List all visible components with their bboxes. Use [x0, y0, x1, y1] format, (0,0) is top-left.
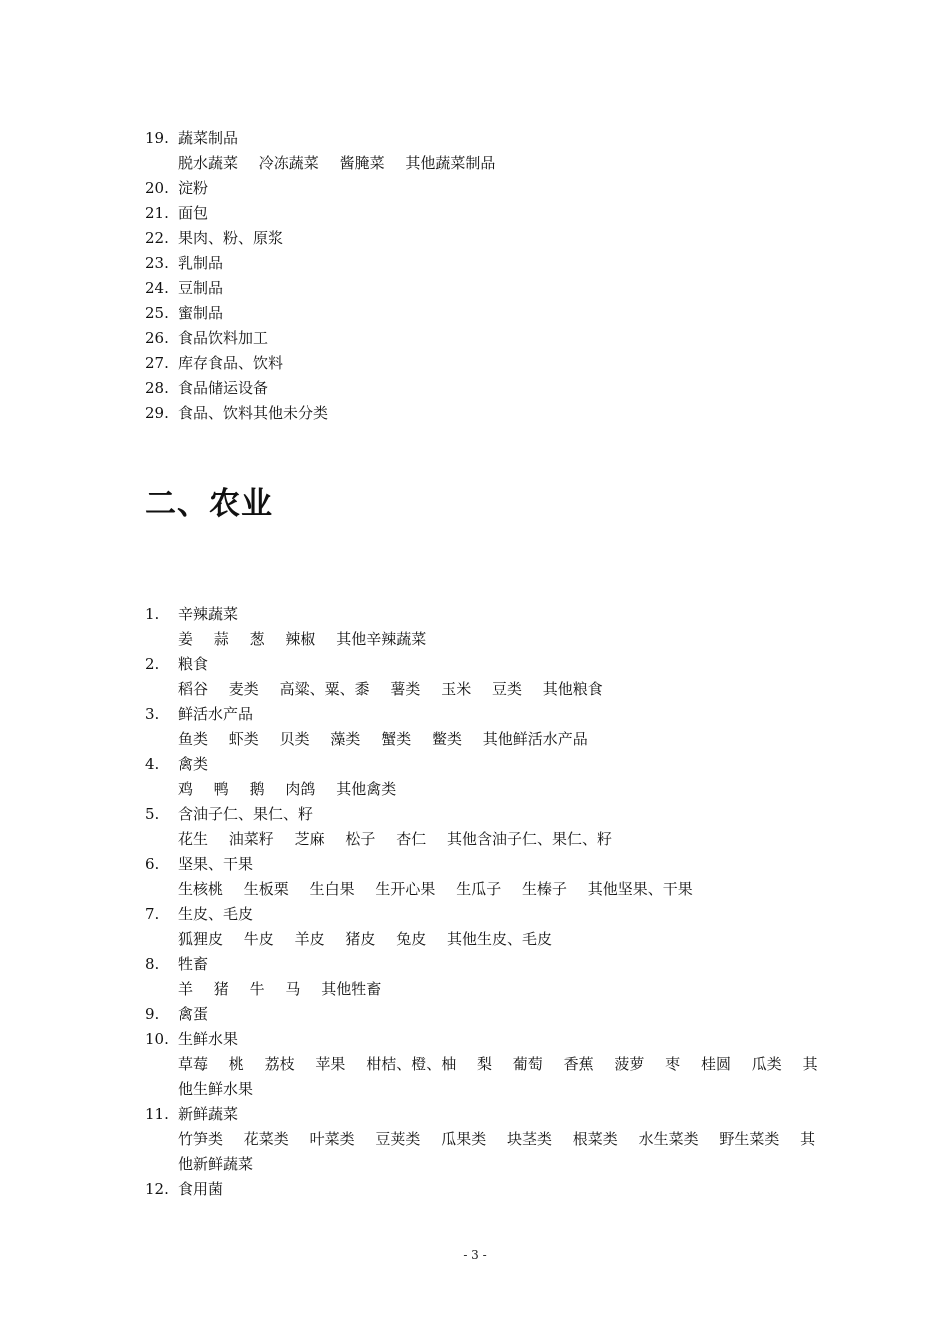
item-label: 坚果、干果: [178, 855, 254, 873]
sub-item: 猪: [213, 980, 229, 998]
item-label: 禽蛋: [178, 1005, 209, 1023]
sub-item: 鸡: [178, 780, 194, 798]
item-number: 2.: [145, 655, 160, 673]
sub-item: 辣椒: [285, 630, 316, 648]
sub-item: 羊: [178, 980, 194, 998]
item-number: 8.: [145, 955, 160, 973]
page-number: - 3 -: [463, 1248, 487, 1262]
list-item: [145, 1027, 825, 1052]
sub-item: 玉米: [441, 680, 472, 698]
sub-item: 块茎类: [506, 1130, 552, 1148]
list-item: [145, 351, 825, 376]
list-item: [145, 752, 825, 777]
sub-item: 豆荚类: [375, 1130, 421, 1148]
sub-item-list: [145, 977, 825, 1002]
item-label: 食品饮料加工: [178, 329, 269, 347]
agriculture-category-list: [145, 602, 825, 1202]
list-item: [145, 401, 825, 426]
list-item: [145, 376, 825, 401]
item-label: 含油子仁、果仁、籽: [178, 805, 314, 823]
sub-item: 芝麻: [294, 830, 325, 848]
sub-item: 其他生皮、毛皮: [446, 930, 552, 948]
item-number: 19.: [145, 129, 169, 147]
item-label: 牲畜: [178, 955, 209, 973]
item-label: 乳制品: [178, 254, 224, 272]
sub-item: 肉鸽: [285, 780, 316, 798]
sub-item: 脱水蔬菜: [178, 154, 239, 172]
sub-item: 狐狸皮: [178, 930, 224, 948]
sub-item: 其他粮食: [542, 680, 603, 698]
item-label: 新鲜蔬菜: [178, 1105, 239, 1123]
sub-item: 生榛子: [521, 880, 567, 898]
sub-item: 稻谷: [178, 680, 209, 698]
sub-item: 高粱、粟、黍: [279, 680, 370, 698]
sub-item: 水生菜类: [638, 1130, 699, 1148]
sub-item: 其他鲜活水产品: [482, 730, 588, 748]
sub-item: 豆类: [491, 680, 522, 698]
list-item: [145, 952, 825, 977]
sub-item: 野生菜类: [719, 1130, 780, 1148]
list-item: [145, 652, 825, 677]
list-item: [145, 602, 825, 627]
item-number: 21.: [145, 204, 169, 222]
item-label: 蜜制品: [178, 304, 224, 322]
list-item: [145, 176, 825, 201]
list-item: [145, 226, 825, 251]
item-number: 27.: [145, 354, 169, 372]
item-label: 粮食: [178, 655, 209, 673]
sub-item: 藻类: [330, 730, 361, 748]
item-number: 23.: [145, 254, 169, 272]
food-category-list: [145, 126, 825, 426]
sub-item: 其他禽类: [336, 780, 397, 798]
item-label: 食用菌: [178, 1180, 224, 1198]
sub-item: 菠萝: [614, 1055, 645, 1073]
sub-item: 其他辛辣蔬菜: [336, 630, 427, 648]
sub-item: 松子: [345, 830, 376, 848]
sub-item: 根菜类: [572, 1130, 618, 1148]
sub-item: 生板栗: [243, 880, 289, 898]
list-item: [145, 802, 825, 827]
item-number: 12.: [145, 1180, 169, 1198]
sub-item: 葱: [249, 630, 265, 648]
sub-item-list: [145, 677, 825, 702]
list-item: [145, 301, 825, 326]
sub-item-list: [145, 151, 825, 176]
sub-item-list: [145, 1052, 825, 1102]
item-number: 6.: [145, 855, 160, 873]
list-item: [145, 126, 825, 151]
sub-item: 香蕉: [563, 1055, 594, 1073]
item-label: 面包: [178, 204, 209, 222]
sub-item: 荔枝: [264, 1055, 295, 1073]
sub-item: 其他坚果、干果: [587, 880, 693, 898]
sub-item: 瓜果类: [441, 1130, 487, 1148]
item-label: 辛辣蔬菜: [178, 605, 239, 623]
sub-item: 桃: [228, 1055, 244, 1073]
item-number: 29.: [145, 404, 169, 422]
sub-item-list: [145, 1127, 825, 1177]
item-label: 食品储运设备: [178, 379, 269, 397]
sub-item: 花生: [178, 830, 209, 848]
sub-item: 生白果: [309, 880, 355, 898]
sub-item: 生瓜子: [456, 880, 502, 898]
item-number: 22.: [145, 229, 169, 247]
sub-item: 竹笋类: [178, 1130, 224, 1148]
item-number: 11.: [145, 1105, 169, 1123]
sub-item: 枣: [665, 1055, 681, 1073]
item-label: 淀粉: [178, 179, 209, 197]
item-label: 果肉、粉、原浆: [178, 229, 284, 247]
item-number: 20.: [145, 179, 169, 197]
item-number: 4.: [145, 755, 160, 773]
sub-item: 油菜籽: [228, 830, 274, 848]
item-number: 3.: [145, 705, 160, 723]
sub-item: 蒜: [213, 630, 229, 648]
item-number: 26.: [145, 329, 169, 347]
sub-item: 冷冻蔬菜: [258, 154, 319, 172]
list-item: [145, 276, 825, 301]
item-number: 28.: [145, 379, 169, 397]
list-item: [145, 1002, 825, 1027]
sub-item: 生核桃: [178, 880, 224, 898]
sub-item: 苹果: [315, 1055, 346, 1073]
sub-item: 瓜类: [751, 1055, 782, 1073]
sub-item: 鳖类: [431, 730, 462, 748]
item-number: 24.: [145, 279, 169, 297]
sub-item: 杏仁: [396, 830, 427, 848]
item-label: 生皮、毛皮: [178, 905, 254, 923]
sub-item: 其他新鲜蔬菜: [178, 1130, 816, 1173]
sub-item-list: [145, 827, 825, 852]
list-item: [145, 326, 825, 351]
sub-item: 羊皮: [294, 930, 325, 948]
sub-item: 贝类: [279, 730, 310, 748]
sub-item: 兔皮: [396, 930, 427, 948]
sub-item: 酱腌菜: [339, 154, 385, 172]
list-item: [145, 1177, 825, 1202]
sub-item: 鱼类: [178, 730, 209, 748]
item-number: 1.: [145, 605, 160, 623]
sub-item: 花菜类: [243, 1130, 289, 1148]
section-title: 二、农业: [145, 486, 273, 522]
item-number: 7.: [145, 905, 160, 923]
sub-item-list: [145, 877, 825, 902]
sub-item: 其他牲畜: [321, 980, 382, 998]
sub-item: 姜: [178, 630, 194, 648]
item-label: 蔬菜制品: [178, 129, 239, 147]
sub-item: 麦类: [228, 680, 259, 698]
item-label: 鲜活水产品: [178, 705, 254, 723]
sub-item: 其他蔬菜制品: [405, 154, 496, 172]
item-label: 生鲜水果: [178, 1030, 239, 1048]
sub-item: 鹅: [249, 780, 265, 798]
sub-item: 葡萄: [512, 1055, 543, 1073]
sub-item: 草莓: [178, 1055, 209, 1073]
sub-item: 猪皮: [345, 930, 376, 948]
sub-item: 其他含油子仁、果仁、籽: [446, 830, 612, 848]
sub-item: 梨: [476, 1055, 492, 1073]
sub-item: 虾类: [228, 730, 259, 748]
list-item: [145, 201, 825, 226]
sub-item: 马: [285, 980, 301, 998]
sub-item: 其他生鲜水果: [178, 1055, 818, 1098]
sub-item: 鸭: [213, 780, 229, 798]
item-label: 禽类: [178, 755, 209, 773]
item-label: 食品、饮料其他未分类: [178, 404, 329, 422]
item-label: 库存食品、饮料: [178, 354, 284, 372]
sub-item-list: [145, 927, 825, 952]
list-item: [145, 702, 825, 727]
item-label: 豆制品: [178, 279, 224, 297]
item-number: 10.: [145, 1030, 169, 1048]
item-number: 9.: [145, 1005, 160, 1023]
list-item: [145, 1102, 825, 1127]
sub-item: 蟹类: [381, 730, 412, 748]
sub-item-list: [145, 727, 825, 752]
sub-item: 牛皮: [243, 930, 274, 948]
list-item: [145, 902, 825, 927]
list-item: [145, 251, 825, 276]
sub-item: 薯类: [390, 680, 421, 698]
sub-item: 柑桔、橙、柚: [366, 1055, 457, 1073]
sub-item-list: [145, 627, 825, 652]
item-number: 5.: [145, 805, 160, 823]
sub-item: 桂圆: [700, 1055, 731, 1073]
sub-item: 叶菜类: [309, 1130, 355, 1148]
sub-item: 生开心果: [375, 880, 436, 898]
sub-item: 牛: [249, 980, 265, 998]
sub-item-list: [145, 777, 825, 802]
list-item: [145, 852, 825, 877]
item-number: 25.: [145, 304, 169, 322]
